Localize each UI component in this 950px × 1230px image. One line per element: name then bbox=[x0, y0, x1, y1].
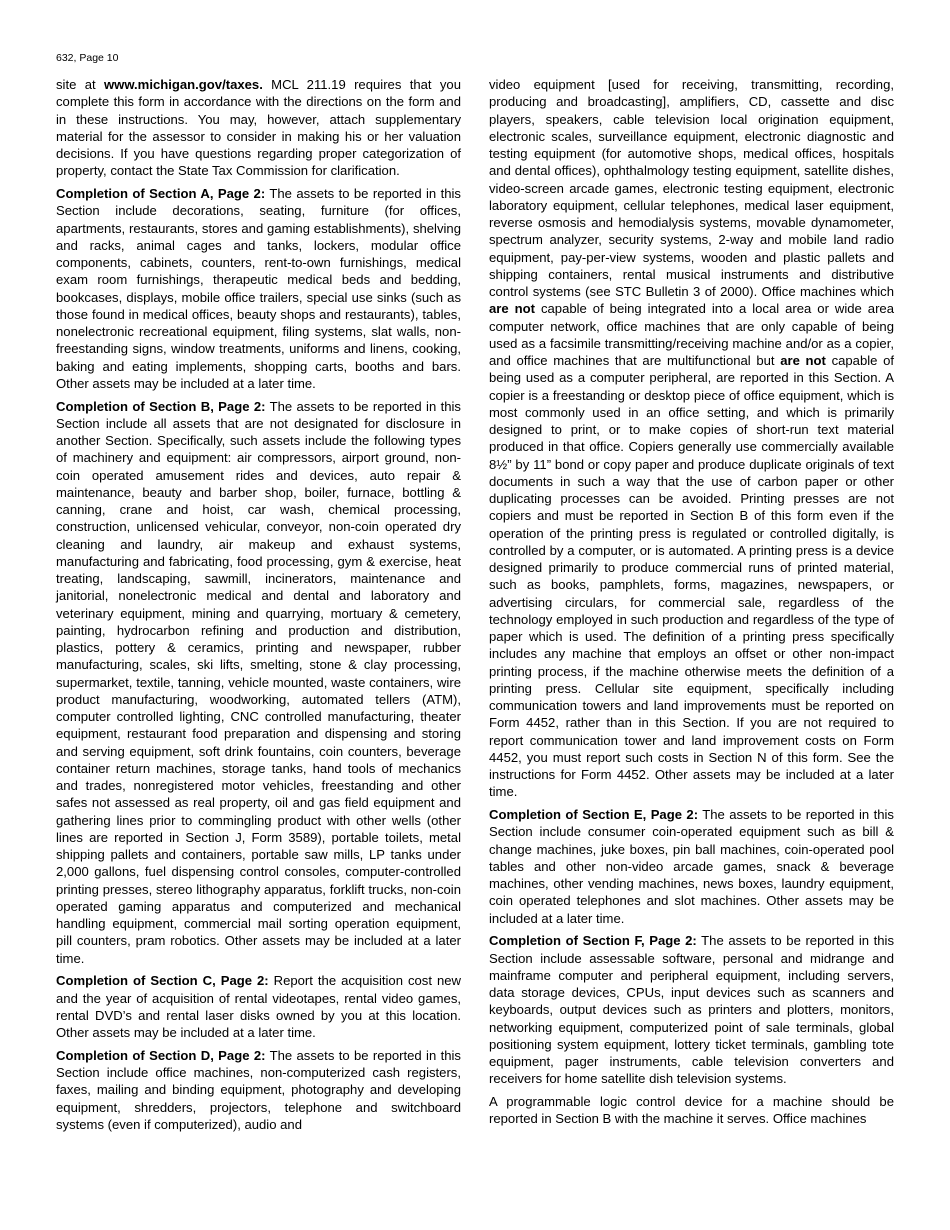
section-e-heading: Completion of Section E, Page 2: bbox=[489, 807, 699, 822]
intro-paragraph: site at www.michigan.gov/taxes. MCL 211.19 requires that you complete this form in accordance with the directions on the form and in these instructions. You may, however, attach supplementary material for the assessor to consider in making his or her valuation decisions. If you have questions regarding proper categorization of property, contact the State Tax Commission for clarification. bbox=[56, 77, 461, 179]
emphasis-are-not: are not bbox=[780, 353, 826, 368]
section-a-paragraph: Completion of Section A, Page 2: The assets to be reported in this Section include decorations, seating, furniture (for offices, apartments, restaurants, stores and gaming establishments), shelving and racks, animal cages and tanks, lockers, modular office components, cabinets, counters, rent-to-own furnishings, medical exam room furnishings, therapeutic medical beds and bedding, bookcases, displays, mobile office trailers, special use sinks (such as those found in medical offices, beauty shops and restaurants), tables, nonelectronic recreational equipment, filing systems, slat walls, non-freestanding signs, window treatments, uniforms and linens, cooking, baking and eating implements, shopping carts, booths and bars. Other assets may be included at a later time. bbox=[56, 186, 461, 391]
section-b-heading: Completion of Section B, Page 2: bbox=[56, 398, 266, 414]
section-f-heading: Completion of Section F, Page 2: bbox=[489, 933, 697, 949]
section-c-paragraph: Completion of Section C, Page 2: Report the acquisition cost new and the year of acquisition of rental videotapes, rental video games, rental DVD’s and rental laser disks owned by you at this location. Other assets may be included at a later time. bbox=[56, 973, 461, 1040]
section-e-paragraph: Completion of Section E, Page 2: The assets to be reported in this Section include consumer coin-operated equipment such as bill & change machines, juke boxes, pin ball machines, coin-operated pool tables and other non-video arcade games, snack & beverage machines, other vending machines, news boxes, laundry equipment, coin operated telephones and slot machines. Other assets may be included at a later time. bbox=[489, 807, 894, 926]
section-f-paragraph: Completion of Section F, Page 2: The assets to be reported in this Section include assessable software, personal and midrange and mainframe computer and peripheral equipment, including servers, data storage devices, CPUs, input devices such as scanners and keyboards, output devices such as printers and plotters, monitors, networking equipment, computerized point of sale terminals, global positioning system equipment, lottery ticket terminals, gambling tote equipment, pager instruments, cable television converters and receivers for home satellite dish television systems. bbox=[489, 933, 894, 1087]
section-d-paragraph: Completion of Section D, Page 2: The assets to be reported in this Section include office machines, non-computerized cash registers, faxes, mailing and binding equipment, photography and developing equipment, shredders, projectors, telephone and switchboard systems (even if computerized), audio and bbox=[56, 1047, 461, 1132]
left-column bbox=[56, 76, 461, 1139]
page-number: 632, Page 10 bbox=[56, 52, 119, 64]
section-b-paragraph: Completion of Section B, Page 2: The assets to be reported in this Section include all assets that are not designated for disclosure in another Section. Specifically, such assets include the following types of machinery and equipment: air compressors, airport ground, non-coin operated amusement rides and devices, auto repair & maintenance, beauty and barber shop, boiler, furnace, bottling & canning, crane and hoist, car wash, chemical processing, construction, unlicensed vehicular, conveyor, non-coin operated dry cleaning and laundry, air makeup and exhaust systems, manufacturing and fabricating, food processing, gym & exercise, heat treating, landscaping, sawmill, incinerators, maintenance and janitorial, nonelectronic medical and dental and laboratory and veterinary equipment, mining and quarrying, mortuary & cemetery, painting, hydrocarbon refining and production and distribution, plastics, pottery & ceramics, printing and newspaper, rubber manufacturing, scales, ski lifts, smelting, stone & clay processing, supermarket, textile, tanning, vehicle mounted, waste containers, wire product manufacturing, woodworking, automated tellers (ATM), computer controlled lighting, CNC controlled manufacturing, theater equipment, restaurant food preparation and dispensing and storing and serving equipment, soft drink fountains, coin counters, beverage container return machines, storage tanks, hand tools of mechanics and trades, nonregistered motor vehicles, freestanding and other safes not assessed as real property, oil and gas field equipment and gathering lines prior to commingling product with other wells (other lines are reported in Section J, Form 3589), portable toilets, metal shipping pallets and containers, portable saw mills, LP tanks under 2,000 gallons, fuel dispensing control consoles, computer-controlled printing presses, stereo lithography apparatus, forklift trucks, non-coin operated gaming apparatus and computerized and mechanical handling equipment, commercial mail sorting operation equipment, pill counters, pram robotics. Other assets may be included at a later time. bbox=[56, 398, 461, 966]
right-column bbox=[489, 76, 894, 1133]
section-c-heading: Completion of Section C, Page 2: bbox=[56, 973, 269, 989]
plc-paragraph: A programmable logic control device for a machine should be reported in Section B with the machine it serves. Office machines bbox=[489, 1094, 894, 1127]
section-d-continued-paragraph: video equipment [used for receiving, transmitting, recording, producing and broadcasting], amplifiers, CD, cassette and disc players, speakers, cable television local origination equipment, electronic scales, surveillance equipment, electronic diagnostic and testing equipment (for automotive shops, medical offices, hospitals and dental offices), ophthalmology testing equipment, satellite dishes, video-screen arcade games, electronic testing equipment, electronic laboratory equipment, cellular telephones, medical laser equipment, reverse osmosis and hemodialysis systems, movable dynamometer, spectrum analyzer, security systems, 2-way and mobile land radio equipment, pay-per-view systems, wooden and plastic pallets and shipping containers, rental musical instruments and distributive control systems (see STC Bulletin 3 of 2000). Office machines which are not capable of being integrated into a local area or wide area computer network, office machines that are only capable of being used as a facsimile transmitting/receiving machine and/or as a copier, and office machines that are multifunctional but are not capable of being used as a computer peripheral, are reported in this Section. A copier is a freestanding or desktop piece of office equipment, which is most commonly used in an office setting, and which is primarily designed to print, or to make copies of short-run text material produced in that office. Copiers generally use commercially available 8½” by 11” bond or copy paper and produce duplicate originals of text documents in such a way that the use of carbon paper or other duplicating processes can be avoided. Printing presses are not copiers and must be reported in Section B of this form even if the operation of the printing press is regulated or controlled digitally, is controlled by a computer, or is automated. A printing press is a device designed primarily to produce commercial runs of printed material, such as books, pamphlets, forms, magazines, newspapers, or advertising circulars, for commercial sale, regardless of the technology employed in such production and regardless of the type of paper which is used. The definition of a printing press specifically includes any machine that employs an offset or other non-impact printing process, if the machine otherwise meets the definition of a printing press. Cellular site equipment, specifically including communication towers and land improvements must be reported on Form 4452, rather than in this Section. If you are not required to report communication tower and land improvement costs on Form 4452, you must report such costs in Section N of this form. See the instructions for Form 4452. Other assets may be included at a later time. bbox=[489, 77, 895, 800]
website-link-text: www.michigan.gov/taxes. bbox=[103, 77, 263, 92]
section-a-heading: Completion of Section A, Page 2: bbox=[56, 186, 266, 201]
emphasis-are-not: are not bbox=[489, 301, 535, 317]
section-d-heading: Completion of Section D, Page 2: bbox=[56, 1047, 266, 1063]
